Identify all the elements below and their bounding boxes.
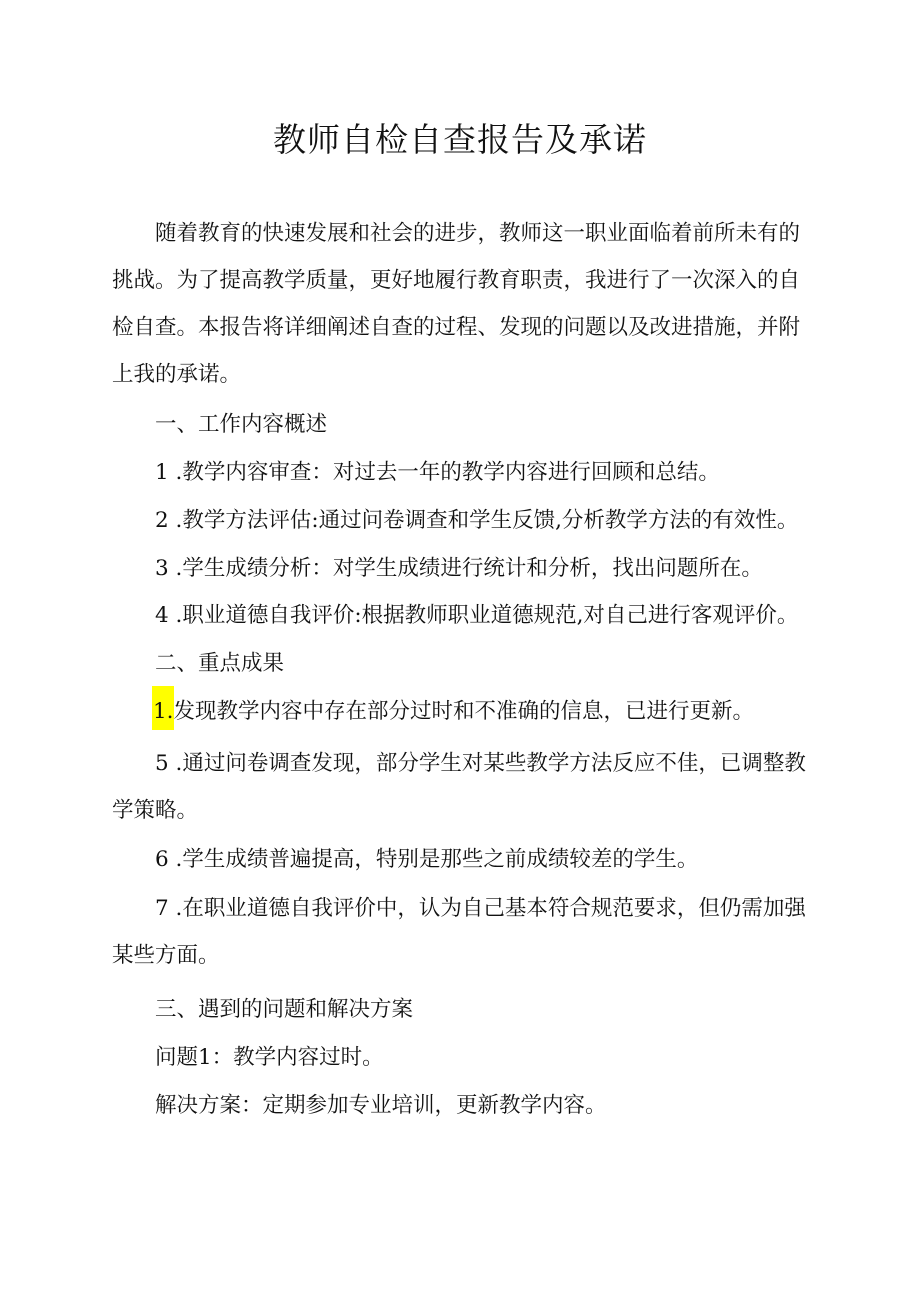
problem-1: 问题1：教学内容过时。: [155, 1045, 384, 1070]
overview-item-2: 2 .教学方法评估:通过问卷调查和学生反馈,分析教学方法的有效性。: [155, 508, 799, 533]
result-item-7: 7 .在职业道德自我评价中，认为自己基本符合规范要求，但仍需加强某些方面。: [112, 896, 806, 968]
result-item-1-number: 1.: [153, 699, 174, 724]
overview-item-3: 3 .学生成绩分析：对学生成绩进行统计和分析，找出问题所在。: [155, 556, 763, 581]
result-item-5: 5 .通过问卷调查发现，部分学生对某些教学方法反应不佳，已调整教学策略。: [112, 751, 806, 823]
section-heading-overview: 一、工作内容概述: [155, 412, 328, 437]
overview-item-4: 4 .职业道德自我评价:根据教师职业道德规范,对自己进行客观评价。: [155, 603, 799, 628]
section-heading-results: 二、重点成果: [155, 651, 285, 676]
intro-paragraph: 随着教育的快速发展和社会的进步，教师这一职业面临着前所未有的挑战。为了提高教学质量，更好地履行教育职责，我进行了一次深入的自检自查。本报告将详细阐述自查的过程、发现的问题以及改进措施，并附上我的承诺。: [112, 221, 801, 387]
overview-item-1: 1 .教学内容审查：对过去一年的教学内容进行回顾和总结。: [155, 460, 720, 485]
result-item-1: [153, 688, 754, 735]
result-item-1-text: 发现教学内容中存在部分过时和不准确的信息，已进行更新。: [173, 699, 755, 724]
result-item-6: 6 .学生成绩普遍提高，特别是那些之前成绩较差的学生。: [155, 847, 699, 872]
solution-1: 解决方案：定期参加专业培训，更新教学内容。: [155, 1093, 607, 1118]
document-title: 教师自检自查报告及承诺: [273, 120, 647, 159]
section-heading-problems: 三、遇到的问题和解决方案: [155, 997, 414, 1022]
